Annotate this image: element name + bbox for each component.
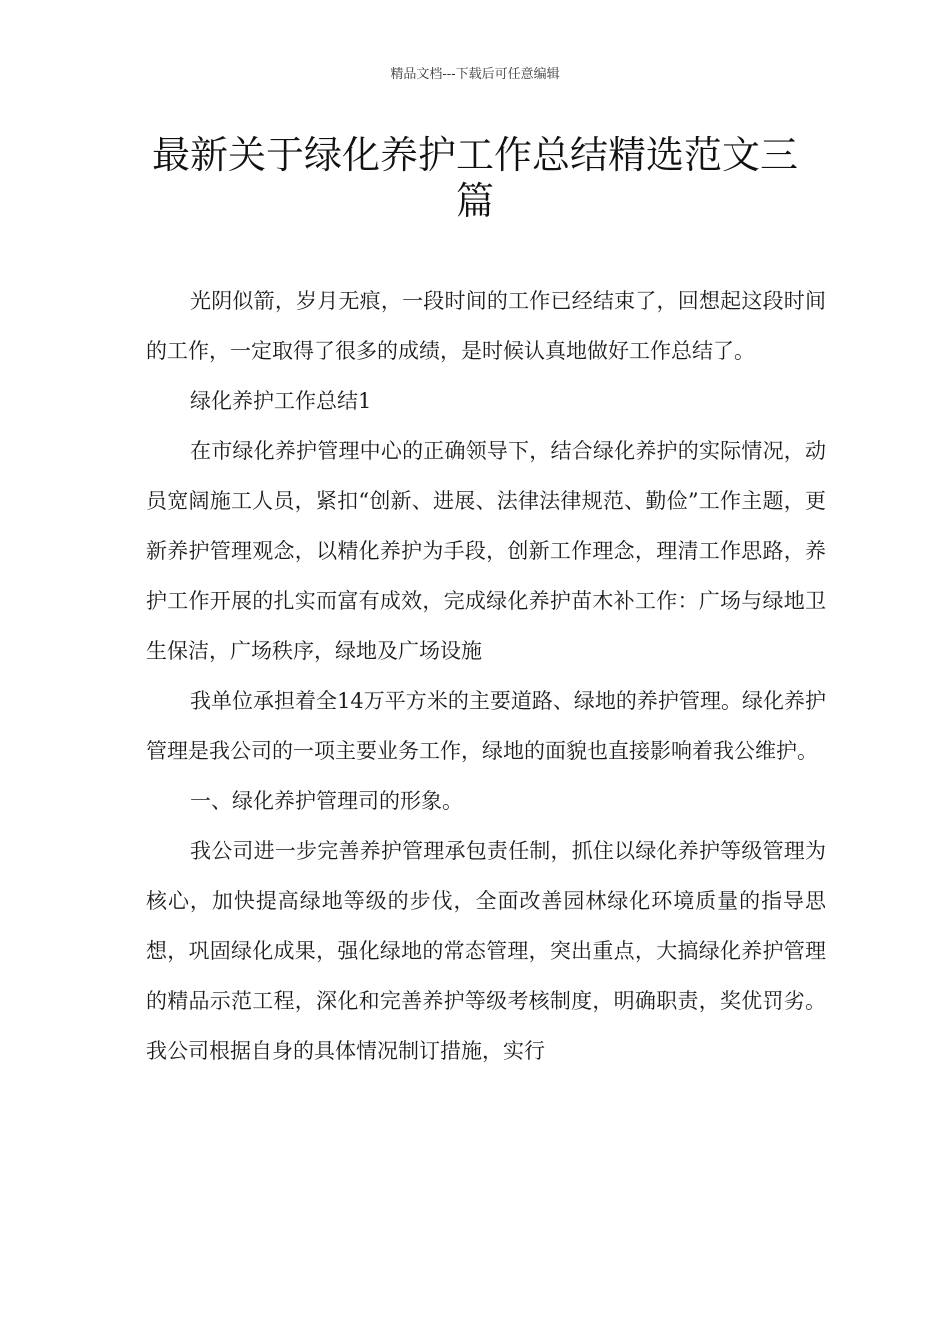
body-paragraph: 在市绿化养护管理中心的正确领导下，结合绿化养护的实际情况，动员宽阔施工人员，紧扣“创新、进展、法律法律规范、勤俭”工作主题，更新养护管理观念，以精化养护为手段，创新工作理念，理清工作思路，养护工作开展的扎实而富有成效，完成绿化养护苗木补工作：广场与绿地卫生保洁，广场秩序，绿地及广场设施 bbox=[146, 439, 826, 663]
body-paragraph: 我公司进一步完善养护管理承包责任制，抓住以绿化养护等级管理为核心，加快提高绿地等级的步伐，全面改善园林绿化环境质量的指导思想，巩固绿化成果，强化绿地的常态管理，突出重点，大搞绿化养护管理的精品示范工程，深化和完善养护等级考核制度，明确职责，奖优罚劣。我公司根据自身的具体情况制订措施，实行 bbox=[146, 839, 826, 1063]
document-title: 最新关于绿化养护工作总结精选范文三篇 bbox=[151, 133, 798, 223]
document-body bbox=[146, 276, 826, 1076]
intro-paragraph: 光阴似箭，岁月无痕，一段时间的工作已经结束了，回想起这段时间的工作，一定取得了很多的成绩，是时候认真地做好工作总结了。 bbox=[146, 289, 826, 363]
header-note: 精品文档---下载后可任意编辑 bbox=[390, 67, 560, 82]
subsection-heading: 一、绿化养护管理司的形象。 bbox=[190, 789, 463, 813]
section-heading: 绿化养护工作总结1 bbox=[190, 389, 372, 413]
body-paragraph: 我单位承担着全14万平方米的主要道路、绿地的养护管理。绿化养护管理是我公司的一项主要业务工作，绿地的面貌也直接影响着我公维护。 bbox=[146, 689, 826, 763]
